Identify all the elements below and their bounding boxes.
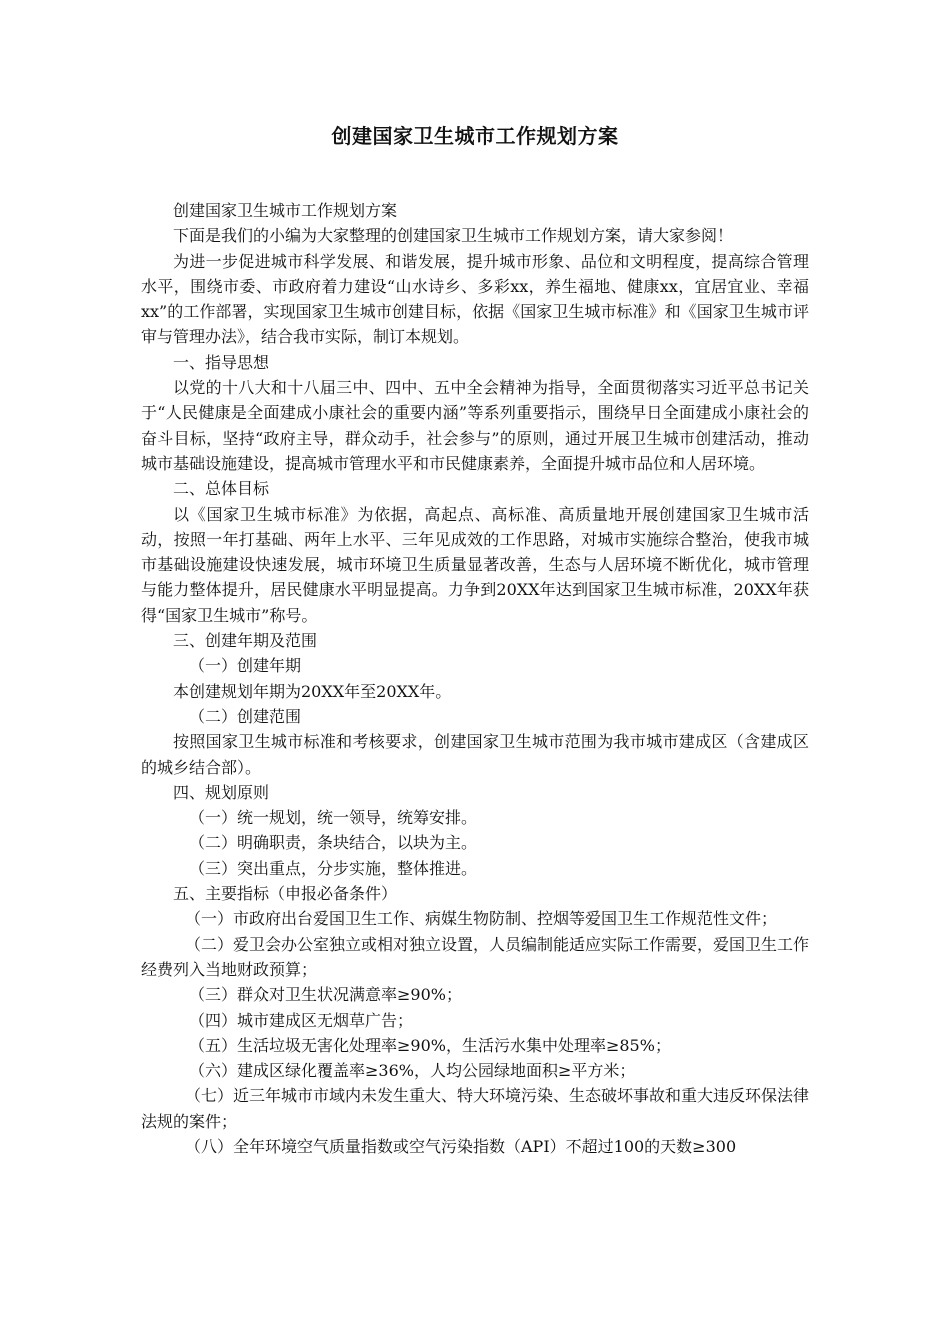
- indicator-item: （七）近三年城市市域内未发生重大、特大环境污染、生态破坏事故和重大违反环保法律法规的案件；: [141, 1086, 810, 1131]
- paragraph-scope: 按照国家卫生城市标准和考核要求，创建国家卫生城市范围为我市城市建成区（含建成区的城乡结合部）。: [141, 732, 809, 777]
- principle-item: （一）统一规划，统一领导，统筹安排。: [189, 808, 478, 828]
- section-heading-overall-goal: 二、总体目标: [173, 479, 270, 499]
- indicator-item: （四）城市建成区无烟草广告；: [189, 1010, 414, 1030]
- subheading-scope: （二）创建范围: [189, 706, 302, 726]
- paragraph-heading-repeat: 创建国家卫生城市工作规划方案: [173, 201, 398, 220]
- document-title: 创建国家卫生城市工作规划方案: [331, 124, 619, 148]
- indicator-item: （五）生活垃圾无害化处理率≥90%，生活污水集中处理率≥85%；: [189, 1035, 671, 1055]
- section-heading-guiding-ideology: 一、指导思想: [173, 352, 270, 372]
- indicator-item: （六）建成区绿化覆盖率≥36%，人均公园绿地面积≥平方米；: [189, 1061, 636, 1081]
- section-heading-period-scope: 三、创建年期及范围: [173, 631, 318, 651]
- section-heading-main-indicators: 五、主要指标（申报必备条件）: [173, 884, 398, 904]
- indicator-item: （二）爱卫会办公室独立或相对独立设置，人员编制能适应实际工作需要，爱国卫生工作经费列入当地财政预算；: [141, 934, 810, 979]
- paragraph-intro: 下面是我们的小编为大家整理的创建国家卫生城市工作规划方案，请大家参阅！: [173, 226, 734, 246]
- indicator-item: （三）群众对卫生状况满意率≥90%；: [189, 985, 462, 1005]
- document-body: [141, 198, 809, 1159]
- principle-item: （二）明确职责，条块结合，以块为主。: [189, 833, 478, 853]
- indicator-item: （一）市政府出台爱国卫生工作、病媒生物防制、控烟等爱国卫生工作规范性文件；: [185, 909, 778, 929]
- principle-item: （三）突出重点，分步实施，整体推进。: [189, 858, 478, 878]
- paragraph-overall-goal: 以《国家卫生城市标准》为依据，高起点、高标准、高质量地开展创建国家卫生城市活动，按照一年打基础、两年上水平、三年见成效的工作思路，对城市实施综合整治，使我市城市基础设施建设快速发展，城市环境卫生质量显著改善，生态与人居环境不断优化，城市管理与能力整体提升，居民健康水平明显提高。力争到20XX年达到国家卫生城市标准，20XX年获得“国家卫生城市”称号。: [141, 504, 809, 625]
- subheading-period: （一）创建年期: [189, 656, 302, 676]
- section-heading-principles: 四、规划原则: [173, 782, 270, 802]
- indicator-item: （八）全年环境空气质量指数或空气污染指数（API）不超过100的天数≥300: [185, 1136, 737, 1156]
- paragraph-guiding-ideology: 以党的十八大和十八届三中、四中、五中全会精神为指导，全面贯彻落实习近平总书记关于“人民健康是全面建成小康社会的重要内涵”等系列重要指示，围绕早日全面建成小康社会的奋斗目标，坚持“政府主导，群众动手，社会参与”的原则，通过开展卫生城市创建活动，推动城市基础设施建设，提高城市管理水平和市民健康素养，全面提升城市品位和人居环境。: [141, 378, 809, 473]
- paragraph-purpose: 为进一步促进城市科学发展、和谐发展，提升城市形象、品位和文明程度，提高综合管理水平，围绕市委、市政府着力建设“山水诗乡、多彩xx，养生福地、健康xx，宜居宜业、幸福xx”的工作部署，实现国家卫生城市创建目标，依据《国家卫生城市标准》和《国家卫生城市评审与管理办法》，结合我市实际，制订本规划。: [141, 251, 809, 347]
- paragraph-period: 本创建规划年期为20XX年至20XX年。: [173, 681, 452, 701]
